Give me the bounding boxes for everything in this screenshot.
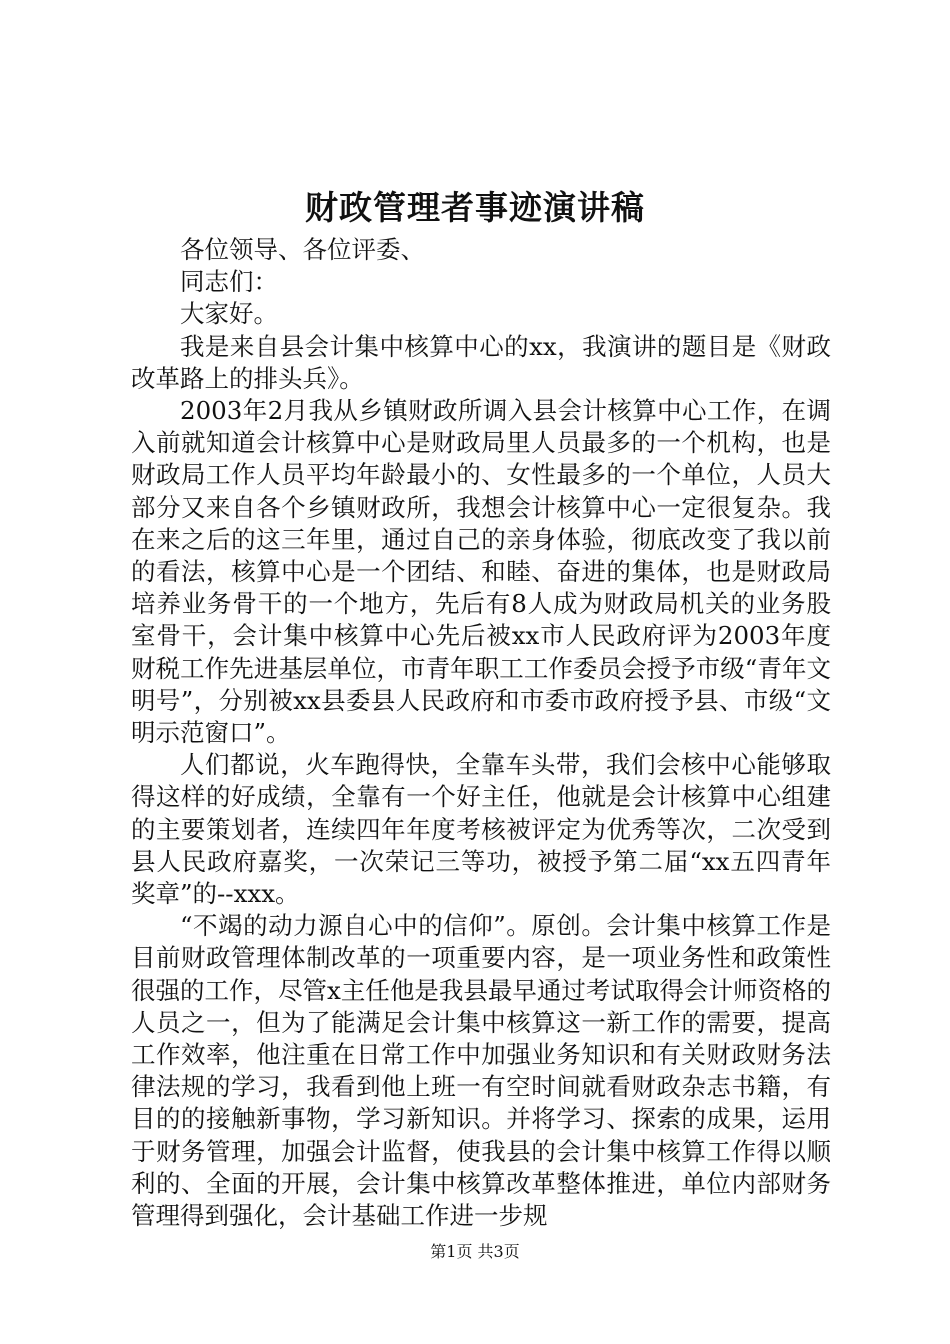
paragraph-center-history: 2003年2月我从乡镇财政所调入县会计核算中心工作，在调入前就知道会计核算中心是财政局里人员最多的一个机构，也是财政局工作人员平均年龄最小的、女性最多的一个单位，人员大部分又来自各个乡镇财政所，我想会计核算中心一定很复杂。我在来之后的这三年里，通过自己的亲身体验，彻底改变了我以前的看法，核算中心是一个团结、和睦、奋进的集体，也是财政局培养业务骨干的一个地方，先后有8人成为财政局机关的业务股室骨干，会计集中核算中心先后被xx市人民政府评为2003年度财税工作先进基层单位，市青年职工工作委员会授予市级“青年文明号”，分别被xx县委县人民政府和市委市政府授予县、市级“文明示范窗口”。 [131,396,831,748]
document-title: 财政管理者事迹演讲稿 [305,188,645,227]
paragraph-motivation-belief: “不竭的动力源自心中的信仰”。原创。会计集中核算工作是目前财政管理体制改革的一项重要内容，是一项业务性和政策性很强的工作，尽管x主任他是我县最早通过考试取得会计师资格的人员之一，但为了能满足会计集中核算这一新工作的需要，提高工作效率，他注重在日常工作中加强业务知识和有关财政财务法律法规的学习，我看到他上班一有空时间就看财政杂志书籍，有目的的接触新事物，学习新知识。并将学习、探索的成果，运用于财务管理，加强会计监督，使我县的会计集中核算工作得以顺利的、全面的开展，会计集中核算改革整体推进，单位内部财务管理得到强化，会计基础工作进一步规 [131,911,831,1231]
paragraph-director-achievements: 人们都说，火车跑得快，全靠车头带，我们会核中心能够取得这样的好成绩，全靠有一个好主任，他就是会计核算中心组建的主要策划者，连续四年年度考核被评定为优秀等次，二次受到县人民政府嘉奖，一次荣记三等功，被授予第二届“xx五四青年奖章”的--xxx。 [131,750,831,909]
paragraph-salutation-leaders: 各位领导、各位评委、 [180,235,425,264]
document-body [131,234,831,1232]
paragraph-salutation-comrades: 同志们： [180,267,278,297]
page-number-footer: 第1页 共3页 [430,1242,520,1261]
paragraph-introduction: 我是来自县会计集中核算中心的xx，我演讲的题目是《财政改革路上的排头兵》。 [131,331,831,393]
paragraph-greeting: 大家好。 [180,299,278,329]
